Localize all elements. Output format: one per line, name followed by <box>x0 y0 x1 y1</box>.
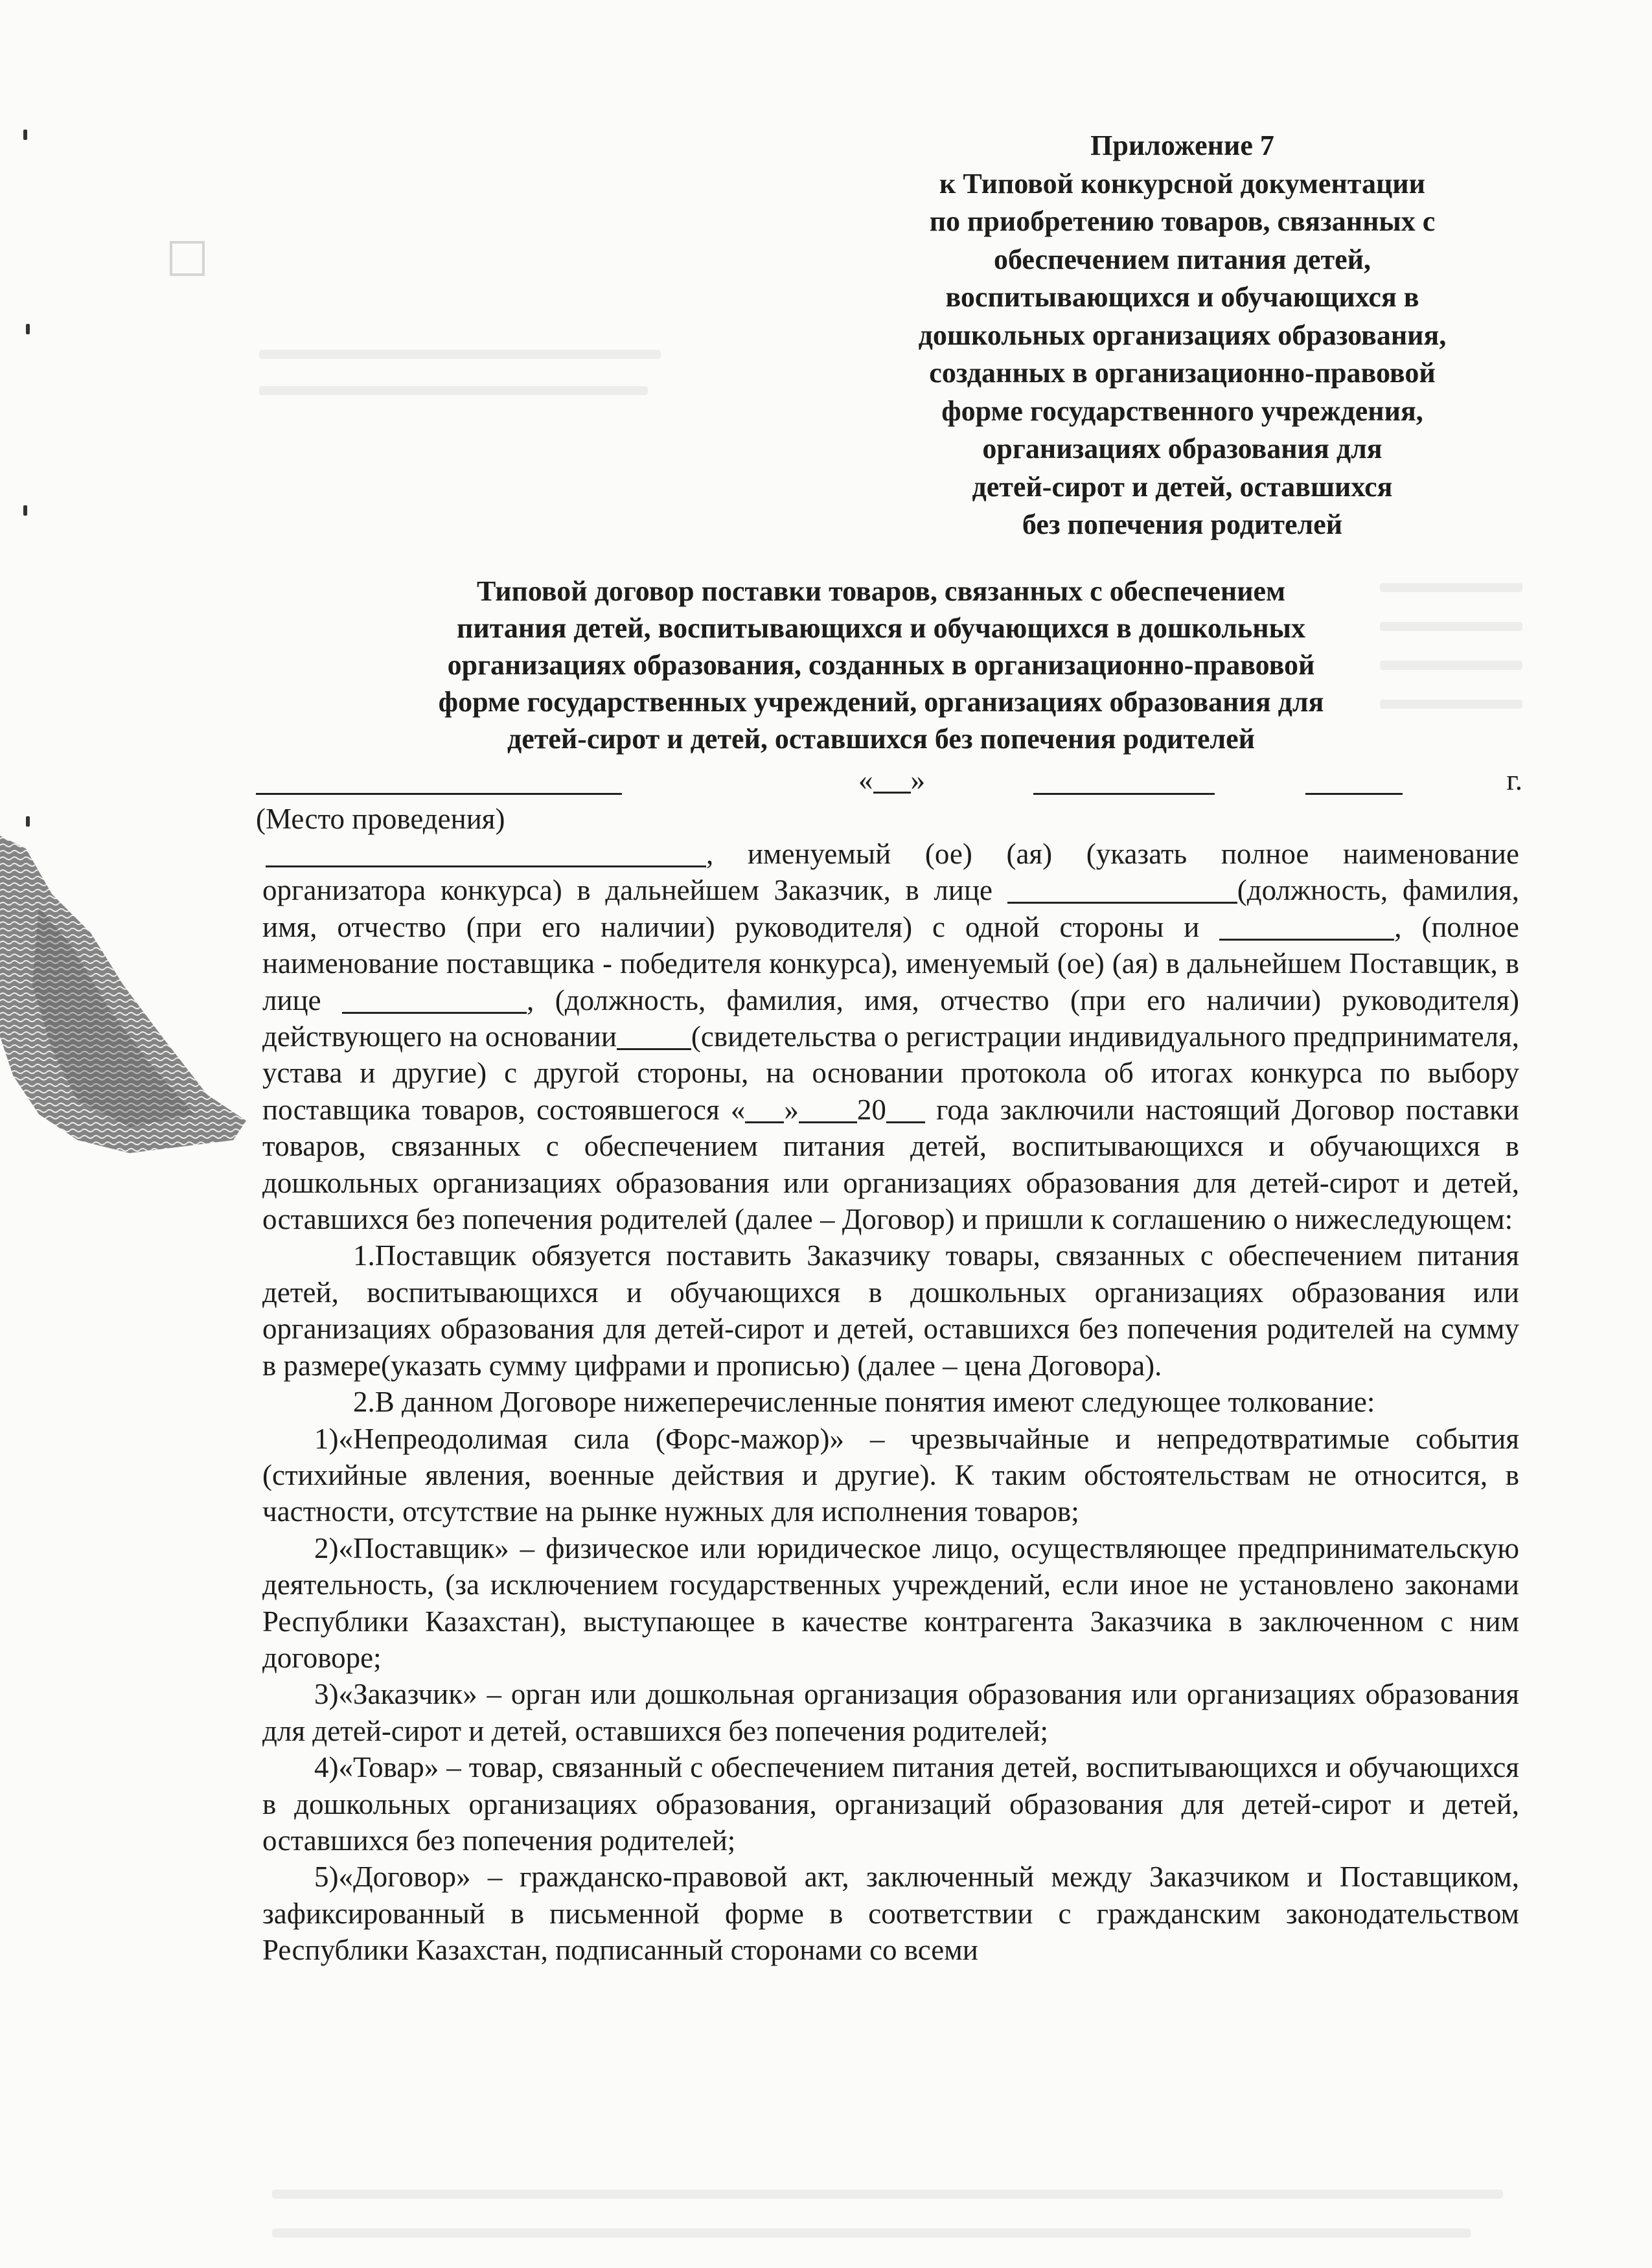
title-line: детей-сирот и детей, оставшихся без попечения родителей <box>507 723 1256 755</box>
appendix-line: обеспечением питания детей, <box>994 243 1371 275</box>
bleed-through-line <box>259 386 648 395</box>
date-place-row <box>256 763 1522 802</box>
definition-3: 3)«Заказчик» – орган или дошкольная организация образования или организациях образования для детей-сирот и детей, оставшихся без попечения родителей; <box>262 1678 1519 1747</box>
appendix-line: дошкольных организациях образования, <box>918 319 1447 351</box>
bleed-through-line <box>1380 583 1522 592</box>
protocol-month-blank <box>799 1095 857 1123</box>
day-blank <box>873 766 911 794</box>
open-quote: « <box>858 764 873 796</box>
bleed-through-line <box>272 2228 1471 2238</box>
appendix-line: к Типовой конкурсной документации <box>939 167 1426 200</box>
definition-5: 5)«Договор» – гражданско-правовой акт, заключенный между Заказчиком и Поставщиком, зафиксированный в письменной форме в соответствии с гражданским законодательством Республики Казахстан, подписанный сторонами со всеми <box>262 1861 1519 1967</box>
clause-1: 1.Поставщик обязуется поставить Заказчику товары, связанных с обеспечением питания детей, воспитывающихся и обучающихся в дошкольных организациях образования или организациях образования для детей-сирот и детей, оставшихся без попечения родителей на сумму в размере(указать сумму цифрами и прописью) (далее – цена Договора). <box>262 1239 1519 1382</box>
definition-1: 1)«Непреодолимая сила (Форс-мажор)» – чрезвычайные и непредотвратимые события (стихийные явления, военные действия и другие). К таким обстоятельствам не относится, в частности, отсутствие на рынке нужных для исполнения товаров; <box>262 1422 1519 1528</box>
supplier-rep-blank <box>342 986 527 1014</box>
bleed-through-line <box>259 350 661 359</box>
bleed-through-line <box>1380 700 1522 709</box>
appendix-line: Приложение 7 <box>1090 130 1274 161</box>
month-blank <box>1033 763 1215 795</box>
appendix-line: созданных в организационно-правовой <box>929 357 1436 389</box>
customer-rep-blank <box>1007 876 1237 904</box>
document-title <box>363 573 1399 757</box>
protocol-year-blank <box>886 1095 925 1123</box>
torn-margin-damage <box>0 0 272 1166</box>
protocol-day-blank <box>745 1095 784 1123</box>
supplier-name-blank <box>1219 913 1394 941</box>
date-day <box>858 763 925 797</box>
year-suffix: г. <box>1506 764 1522 796</box>
appendix-line: детей-сирот и детей, оставшихся <box>972 470 1393 503</box>
bleed-through-line <box>272 2190 1503 2199</box>
definition-2: 2)«Поставщик» – физическое или юридическое лицо, осуществляющее предпринимательскую деятельность, (за исключением государственных учреждений, если иное не установлено законами Республики Казахстан), выступающее в качестве контрагента Заказчика в заключенном с ним договоре; <box>262 1531 1519 1674</box>
appendix-line: по приобретению товаров, связанных с <box>929 205 1436 237</box>
appendix-header <box>842 127 1522 544</box>
close-quote: » <box>910 764 925 796</box>
appendix-line: организациях образования для <box>982 433 1382 464</box>
title-line: Типовой договор поставки товаров, связанных с обеспечением <box>476 575 1286 607</box>
appendix-line: без попечения родителей <box>1022 509 1343 540</box>
title-line: питания детей, воспитывающихся и обучающихся в дошкольных <box>457 612 1305 644</box>
preamble-paragraph: , именуемый (ое) (ая) (указать полное наименование организатора конкурса) в дальнейшем Заказчик, в лице (должность, фамилия, имя, отчество (при его наличии) руководителя) с одной стороны и , (полное наименование поставщика - победителя конкурса), именуемый (ое) (ая) в дальнейшем Поставщик, в лице , (должность, фамилия, имя, отчество (при его наличии) руководителя) действующего на основании (свидетельства о регистрации индивидуального предпринимателя, устава и другие) с другой стороны, на основании протокола об итогах конкурса по выбору поставщика товаров, состоявшегося « » 20 года заключили настоящий Договор поставки товаров, связанных с обеспечением питания детей, воспитывающихся и обучающихся в дошкольных организациях образования или организациях образования для детей-сирот и детей, оставшихся без попечения родителей (далее – Договор) и пришли к соглашению о нижеследующем: <box>262 838 1520 1236</box>
basis-blank <box>617 1022 691 1050</box>
document-body <box>262 836 1519 1969</box>
title-line: форме государственных учреждений, организациях образования для <box>438 686 1324 718</box>
place-label: (Место проведения) <box>256 803 505 835</box>
appendix-line: воспитывающихся и обучающихся в <box>945 281 1419 313</box>
appendix-line: форме государственного учреждения, <box>941 395 1423 427</box>
place-blank <box>256 763 622 795</box>
bleed-through-line <box>1380 622 1522 631</box>
definition-4: 4)«Товар» – товар, связанный с обеспечением питания детей, воспитывающихся и обучающихся в дошкольных организациях образования, организаций образования для детей-сирот и детей, оставшихся без попечения родителей; <box>262 1751 1519 1857</box>
bleed-through-line <box>1380 661 1522 670</box>
title-line: организациях образования, созданных в организационно-правовой <box>447 649 1315 681</box>
organizer-blank <box>266 840 706 867</box>
year-blank <box>1305 763 1403 795</box>
clause-2: 2.В данном Договоре нижеперечисленные понятия имеют следующее толкование: <box>353 1386 1375 1419</box>
